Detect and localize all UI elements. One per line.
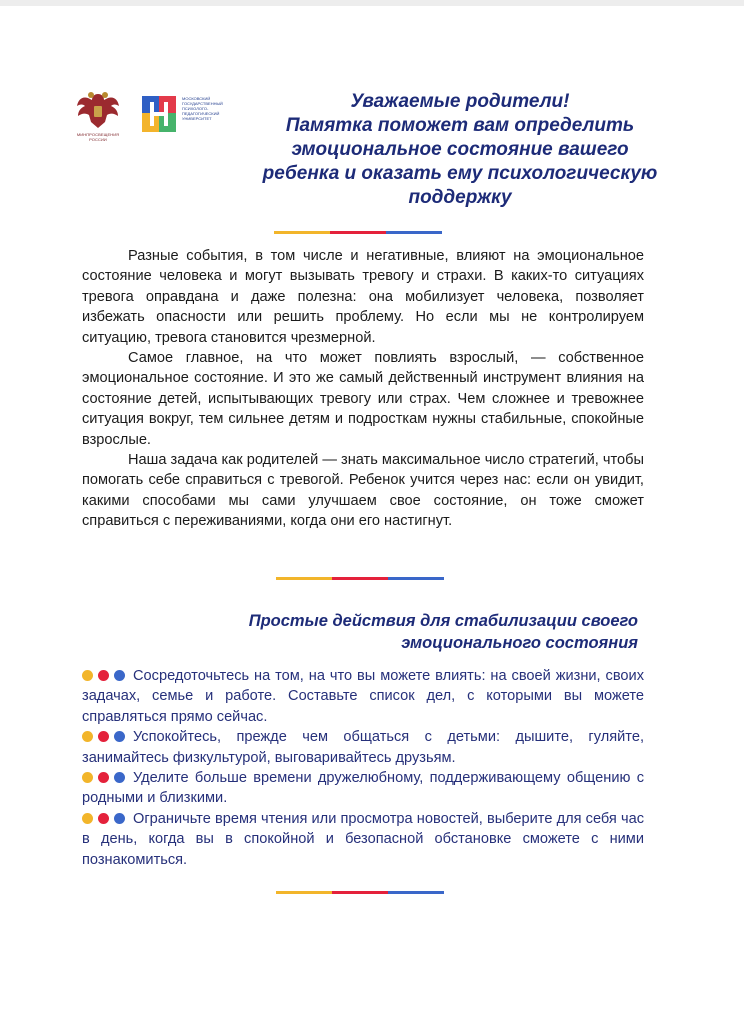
section-subtitle: Простые действия для стабилизации своего эмоционального состояния bbox=[248, 612, 638, 652]
list-item: Сосредоточьтесь на том, на что вы можете влиять: на своей жизни, своих задачах, семье и работе. Составьте список дел, с которыми вы можете справляться прямо сейчас. bbox=[82, 668, 644, 725]
tricolor-dots-icon bbox=[82, 813, 125, 824]
tips-list bbox=[82, 666, 644, 870]
tricolor-divider-bottom bbox=[276, 891, 444, 894]
university-caption: МОСКОВСКИЙ ГОСУДАРСТВЕННЫЙ ПСИХОЛОГО- ПЕДАГОГИЧЕСКИЙ УНИВЕРСИТЕТ bbox=[182, 96, 223, 121]
double-headed-eagle-icon bbox=[74, 88, 122, 130]
intro-text bbox=[82, 246, 644, 532]
tricolor-divider-middle bbox=[276, 577, 444, 580]
paragraph: Наша задача как родителей — знать максимальное число стратегий, чтобы помогать себе справиться с тревогой. Ребенок учится через нас: если он увидит, какими способами мы сами улучшаем свое состояние, он тоже сможет справиться с переживаниями, когда они его настигнут. bbox=[82, 452, 644, 530]
list-item: Уделите больше времени дружелюбному, поддерживающему общению с родными и близкими. bbox=[82, 770, 644, 807]
page-title: Уважаемые родители! Памятка поможет вам определить эмоциональное состояние вашего ребенка и оказать ему психологическую поддержку bbox=[262, 91, 658, 208]
paragraph: Разные события, в том числе и негативные, влияют на эмоциональное состояние человека и могут вызывать тревогу и страхи. В каких-то ситуациях тревога оправдана и даже полезна: она мобилизует человека, позволяет избежать опасности или решить проблему. Но если мы не контролируем ситуацию, тревога становится чрезмерной. bbox=[82, 248, 644, 346]
page-top-border bbox=[0, 0, 744, 6]
paragraph: Самое главное, на что может повлиять взрослый, — собственное эмоциональное состояние. И это же самый действенный инструмент влияния на состояние детей, испытывающих тревогу или страх. Чем сложнее и тревожнее ситуация вокруг, тем сильнее детям и подросткам нужны стабильные, спокойные взрослые. bbox=[82, 350, 644, 448]
university-logo bbox=[140, 94, 240, 138]
tricolor-divider-top bbox=[274, 231, 442, 234]
tricolor-dots-icon bbox=[82, 670, 125, 681]
ministry-caption: МИНПРОСВЕЩЕНИЯ РОССИИ bbox=[76, 132, 120, 142]
ministry-logo bbox=[70, 88, 126, 142]
tricolor-dots-icon bbox=[82, 731, 125, 742]
list-item: Ограничьте время чтения или просмотра новостей, выберите для себя час в день, когда вы в спокойной и безопасной обстановке сможете с ними познакомиться. bbox=[82, 810, 644, 868]
university-emblem-icon bbox=[140, 94, 178, 134]
list-item: Успокойтесь, прежде чем общаться с детьми: дышите, гуляйте, занимайтесь физкультурой, выговаривайтесь друзьям. bbox=[82, 729, 644, 766]
tricolor-dots-icon bbox=[82, 772, 125, 783]
